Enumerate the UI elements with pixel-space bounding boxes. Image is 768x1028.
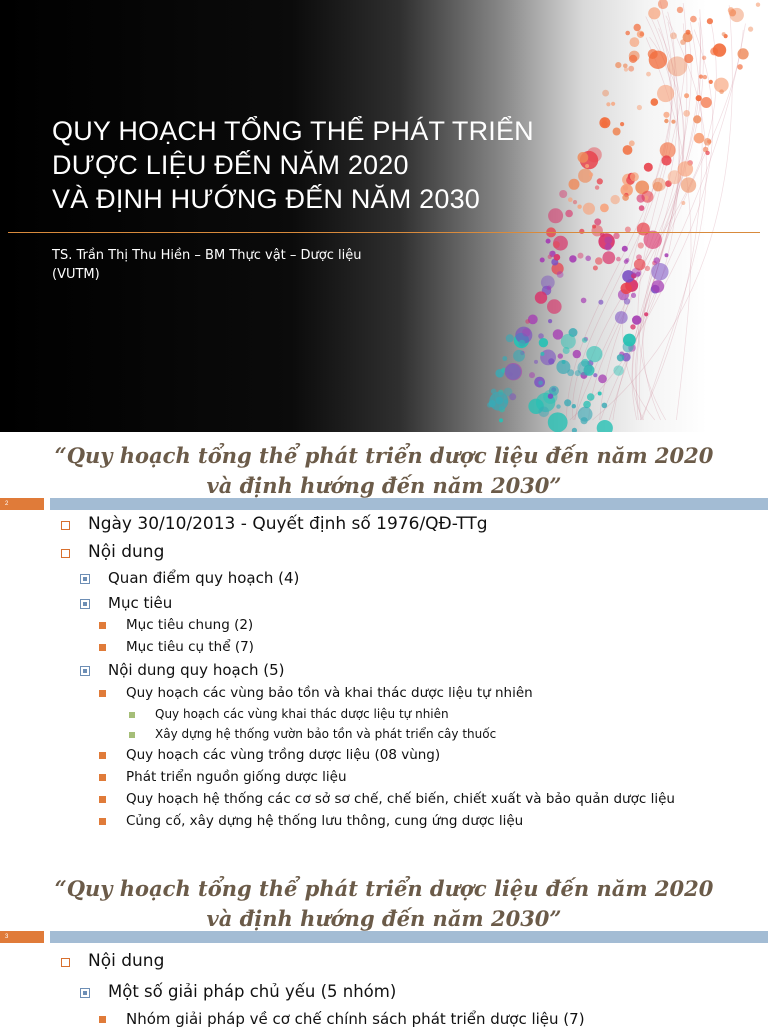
list-item: Mục tiêu [108, 594, 173, 612]
list-item: Nhóm giải pháp về cơ chế chính sách phát triển dược liệu (7) [126, 1010, 585, 1028]
list-item: Quy hoạch các vùng bảo tồn và khai thác dược liệu tự nhiên [126, 685, 533, 701]
list-item: Củng cố, xây dựng hệ thống lưu thông, cung ứng dược liệu [126, 813, 524, 829]
list-item: Xây dựng hệ thống vườn bảo tồn và phát triển cây thuốc [155, 727, 497, 741]
title-line-2: DƯỢC LIỆU ĐẾN NĂM 2020 [52, 150, 409, 180]
square-bullet-icon [80, 988, 90, 998]
author-line-2: (VUTM) [52, 267, 100, 282]
square-bullet-icon [99, 1016, 106, 1023]
square-bullet-icon [99, 818, 106, 825]
square-bullet-icon [61, 549, 70, 558]
square-bullet-icon [61, 521, 70, 530]
square-bullet-icon [80, 574, 90, 584]
title-line-1: QUY HOẠCH TỔNG THỂ PHÁT TRIỂN [52, 116, 534, 146]
square-bullet-icon [99, 644, 106, 651]
list-item: Quy hoạch hệ thống các cơ sở sơ chế, chế biến, chiết xuất và bảo quản dược liệu [126, 791, 675, 807]
list-item: Ngày 30/10/2013 - Quyết định số 1976/QĐ-TTg [88, 514, 488, 534]
slide-number: 3 [0, 931, 44, 943]
list-item: Một số giải pháp chủ yếu (5 nhóm) [108, 982, 397, 1001]
list-item: Nội dung quy hoạch (5) [108, 661, 285, 679]
decorative-bubbles-graphic [0, 0, 768, 432]
slide-2-title-line-2: và định hướng đến năm 2030” [206, 473, 562, 498]
square-bullet-icon [80, 599, 90, 609]
slide-2-title-line-1: “Quy hoạch tổng thể phát triển dược liệu đến năm 2020 [54, 443, 714, 468]
square-bullet-icon [99, 774, 106, 781]
header-bar [50, 931, 768, 943]
square-bullet-icon [99, 622, 106, 629]
header-bar [50, 498, 768, 510]
author-line-1: TS. Trần Thị Thu Hiền – BM Thực vật – Dược liệu [52, 248, 362, 263]
slide-3-title-line-2: và định hướng đến năm 2030” [206, 906, 562, 931]
square-bullet-icon [129, 712, 135, 718]
slide-3-title-line-1: “Quy hoạch tổng thể phát triển dược liệu đến năm 2020 [54, 876, 714, 901]
list-item: Mục tiêu chung (2) [126, 617, 254, 633]
title-slide [0, 0, 768, 432]
list-item: Nội dung [88, 542, 165, 562]
square-bullet-icon [129, 732, 135, 738]
square-bullet-icon [80, 666, 90, 676]
square-bullet-icon [99, 796, 106, 803]
list-item: Quy hoạch các vùng khai thác dược liệu tự nhiên [155, 707, 449, 721]
square-bullet-icon [99, 690, 106, 697]
square-bullet-icon [61, 958, 70, 967]
title-line-3: VÀ ĐỊNH HƯỚNG ĐẾN NĂM 2030 [52, 184, 480, 214]
list-item: Quy hoạch các vùng trồng dược liệu (08 vùng) [126, 747, 441, 763]
list-item: Nội dung [88, 951, 165, 971]
title-divider [8, 232, 760, 233]
list-item: Quan điểm quy hoạch (4) [108, 569, 300, 587]
square-bullet-icon [99, 752, 106, 759]
slide-number: 2 [0, 498, 44, 510]
list-item: Mục tiêu cụ thể (7) [126, 639, 254, 655]
list-item: Phát triển nguồn giống dược liệu [126, 769, 347, 785]
